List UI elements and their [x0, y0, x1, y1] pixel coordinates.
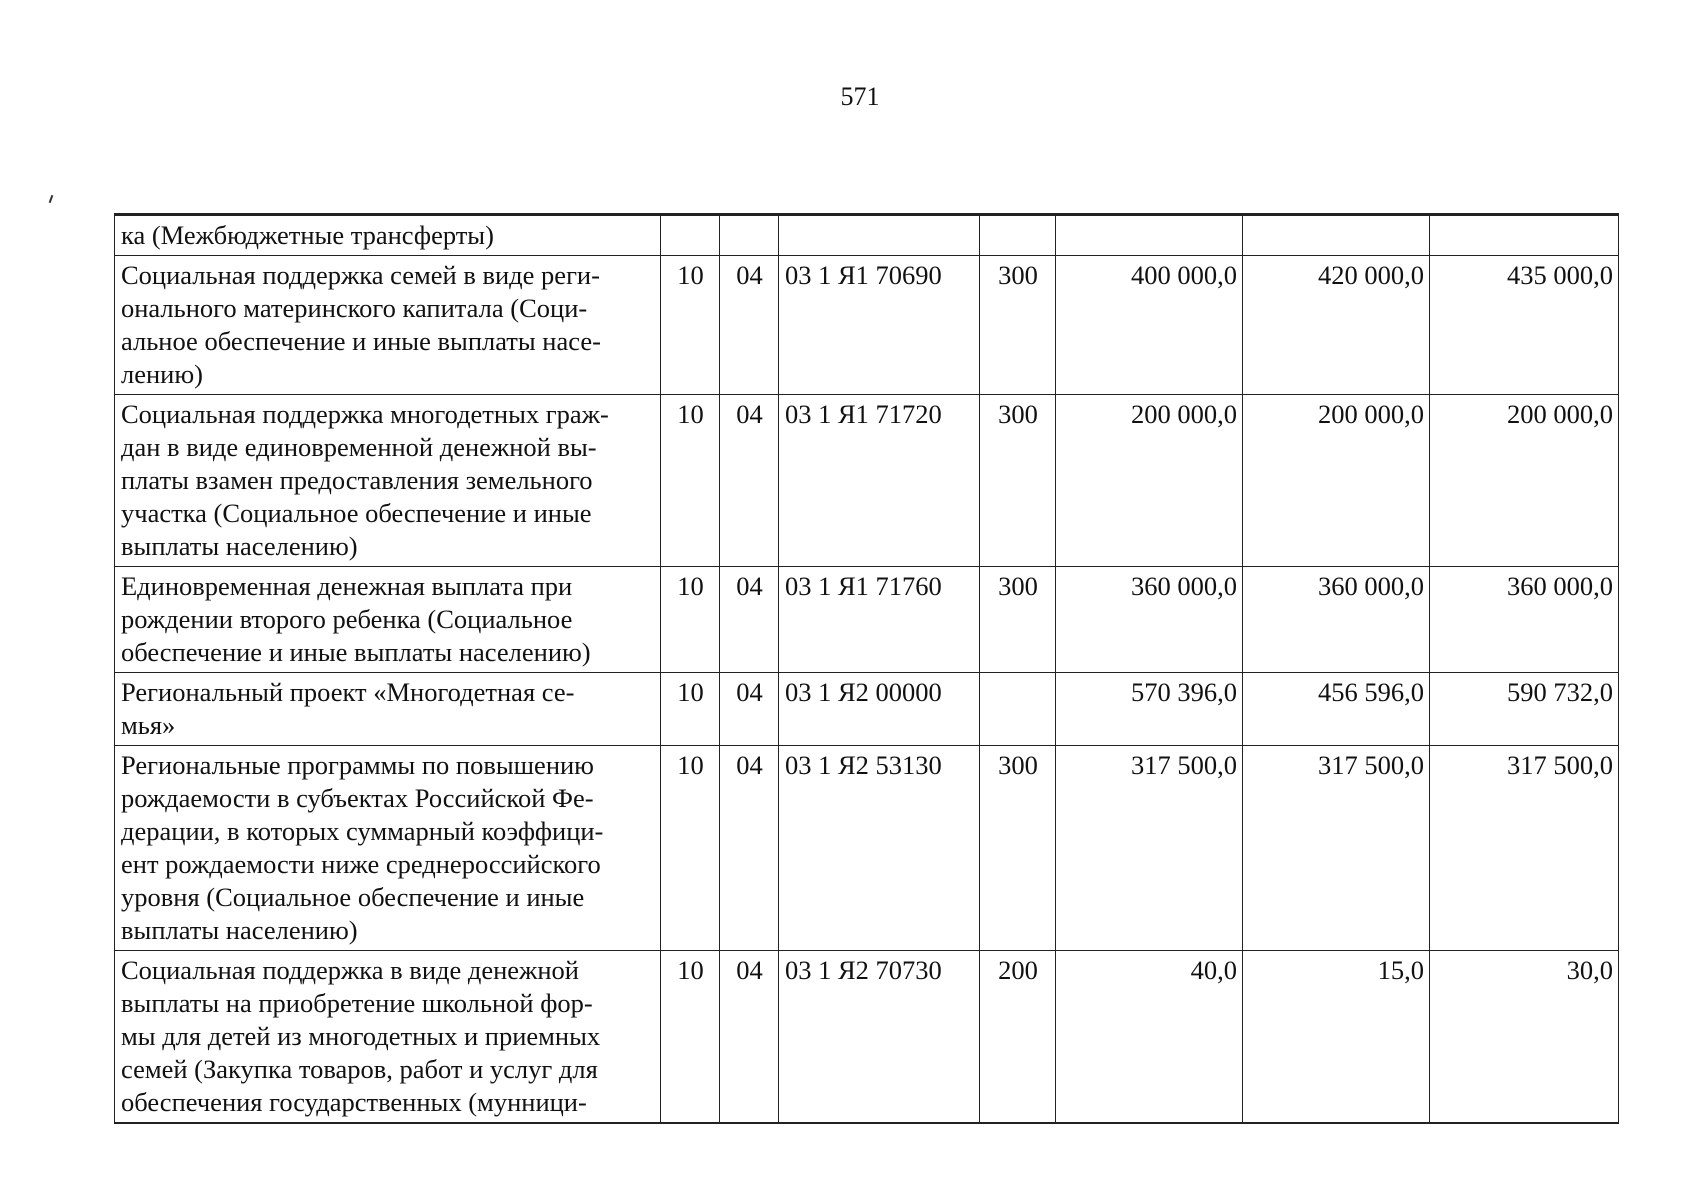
row-name-line: уровня (Социальное обеспечение и иные: [121, 882, 585, 912]
sum-2024-cell: 456 596,0: [1243, 673, 1430, 746]
table-row: [115, 215, 1619, 256]
csr-cell: [779, 215, 980, 256]
vr-cell: [980, 673, 1056, 746]
sum-2023-cell: 40,0: [1056, 951, 1243, 1124]
page-number: 571: [840, 82, 880, 111]
table-row: [115, 951, 1619, 1124]
rz-cell: 10: [661, 673, 720, 746]
csr-cell: 03 1 Я1 70690: [779, 256, 980, 395]
sum-2025-cell: 435 000,0: [1430, 256, 1619, 395]
rz-cell: 10: [661, 746, 720, 951]
row-name-line: Региональные программы по повышению: [121, 750, 594, 780]
rz-cell: [661, 215, 720, 256]
sum-2025-cell: 360 000,0: [1430, 567, 1619, 673]
row-name-line: рождаемости в субъектах Российской Фе-: [121, 783, 594, 813]
row-name-line: обеспечения государственных (мунници-: [121, 1087, 587, 1117]
sum-2023-cell: 360 000,0: [1056, 567, 1243, 673]
csr-cell: 03 1 Я2 53130: [779, 746, 980, 951]
sum-2025-cell: 590 732,0: [1430, 673, 1619, 746]
rz-cell: 10: [661, 567, 720, 673]
row-name-line: выплаты населению): [121, 531, 358, 561]
row-name-line: платы взамен предоставления земельного: [121, 465, 593, 495]
sum-2024-cell: 15,0: [1243, 951, 1430, 1124]
pr-cell: [720, 215, 779, 256]
row-name-line: лению): [121, 359, 203, 389]
pr-cell: 04: [720, 673, 779, 746]
vr-cell: 200: [980, 951, 1056, 1124]
vr-cell: 300: [980, 256, 1056, 395]
csr-cell: 03 1 Я2 00000: [779, 673, 980, 746]
row-name-cell: [115, 673, 661, 746]
pr-cell: 04: [720, 567, 779, 673]
sum-2023-cell: 317 500,0: [1056, 746, 1243, 951]
sum-2024-cell: [1243, 215, 1430, 256]
csr-cell: 03 1 Я1 71720: [779, 395, 980, 567]
row-name-cell: [115, 951, 661, 1124]
sum-2024-cell: 317 500,0: [1243, 746, 1430, 951]
sum-2024-cell: 200 000,0: [1243, 395, 1430, 567]
pr-cell: 04: [720, 951, 779, 1124]
row-name-cell: [115, 567, 661, 673]
row-name-line: Социальная поддержка в виде денежной: [121, 955, 579, 985]
row-name-line: ка (Межбюджетные трансферты): [121, 220, 494, 250]
table-row: [115, 673, 1619, 746]
vr-cell: 300: [980, 567, 1056, 673]
rz-cell: 10: [661, 395, 720, 567]
sum-2025-cell: [1430, 215, 1619, 256]
sum-2025-cell: 200 000,0: [1430, 395, 1619, 567]
csr-cell: 03 1 Я2 70730: [779, 951, 980, 1124]
row-name-cell: [115, 746, 661, 951]
sum-2023-cell: [1056, 215, 1243, 256]
row-name-cell: [115, 256, 661, 395]
pr-cell: 04: [720, 256, 779, 395]
row-name-line: выплаты на приобретение школьной фор-: [121, 988, 593, 1018]
row-name-line: дан в виде единовременной денежной вы-: [121, 432, 597, 462]
sum-2023-cell: 570 396,0: [1056, 673, 1243, 746]
row-name-line: участка (Социальное обеспечение и иные: [121, 498, 592, 528]
row-name-line: ент рождаемости ниже среднероссийского: [121, 849, 601, 879]
scan-mark: [49, 195, 54, 203]
row-name-line: выплаты населению): [121, 915, 358, 945]
row-name-line: мья»: [121, 710, 176, 740]
row-name-line: Единовременная денежная выплата при: [121, 571, 573, 601]
budget-table: [114, 213, 1619, 1124]
csr-cell: 03 1 Я1 71760: [779, 567, 980, 673]
row-name-line: рождении второго ребенка (Социальное: [121, 604, 573, 634]
row-name-line: мы для детей из многодетных и приемных: [121, 1021, 601, 1051]
sum-2024-cell: 420 000,0: [1243, 256, 1430, 395]
row-name-line: Региональный проект «Многодетная се-: [121, 677, 575, 707]
pr-cell: 04: [720, 746, 779, 951]
row-name-line: Социальная поддержка многодетных граж-: [121, 399, 609, 429]
rz-cell: 10: [661, 256, 720, 395]
table-row: [115, 746, 1619, 951]
sum-2024-cell: 360 000,0: [1243, 567, 1430, 673]
sum-2023-cell: 200 000,0: [1056, 395, 1243, 567]
row-name-cell: [115, 395, 661, 567]
row-name-line: дерации, в которых суммарный коэффици-: [121, 816, 604, 846]
sum-2023-cell: 400 000,0: [1056, 256, 1243, 395]
row-name-cell: [115, 215, 661, 256]
row-name-line: онального материнского капитала (Соци-: [121, 293, 588, 323]
pr-cell: 04: [720, 395, 779, 567]
vr-cell: [980, 215, 1056, 256]
row-name-line: Социальная поддержка семей в виде реги-: [121, 260, 600, 290]
table-row: [115, 567, 1619, 673]
row-name-line: семей (Закупка товаров, работ и услуг для: [121, 1054, 598, 1084]
vr-cell: 300: [980, 746, 1056, 951]
table-row: [115, 395, 1619, 567]
row-name-line: обеспечение и иные выплаты населению): [121, 637, 591, 667]
table-row: [115, 256, 1619, 395]
row-name-line: альное обеспечение и иные выплаты насе-: [121, 326, 601, 356]
sum-2025-cell: 317 500,0: [1430, 746, 1619, 951]
vr-cell: 300: [980, 395, 1056, 567]
rz-cell: 10: [661, 951, 720, 1124]
sum-2025-cell: 30,0: [1430, 951, 1619, 1124]
